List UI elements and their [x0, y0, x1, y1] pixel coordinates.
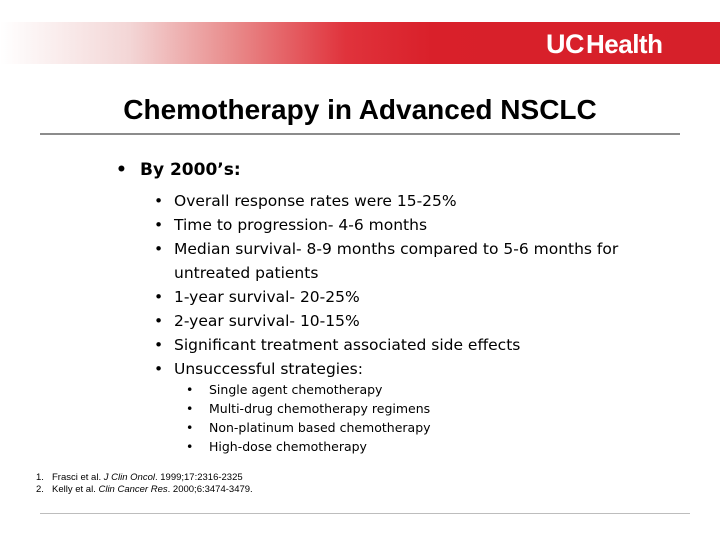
list-item: • 1-year survival- 20-25%	[154, 285, 654, 309]
list-item: • Single agent chemotherapy	[186, 382, 383, 397]
level2-list	[154, 189, 654, 381]
bullet-icon: •	[154, 240, 164, 258]
bullet-icon: •	[154, 360, 164, 378]
list-item: • 2-year survival- 10-15%	[154, 309, 654, 333]
title-divider	[40, 133, 680, 135]
bullet-icon: •	[154, 336, 164, 354]
references	[36, 472, 253, 496]
bullet-icon: •	[186, 401, 194, 416]
list-item: • Time to progression- 4-6 months	[154, 213, 654, 237]
bullet-icon: •	[154, 192, 164, 210]
footer-divider	[40, 513, 690, 514]
logo-mark: UC	[546, 28, 584, 59]
bullet-icon: •	[186, 382, 194, 397]
slide-title: Chemotherapy in Advanced NSCLC	[123, 94, 597, 125]
reference-item: 1. Frasci et al. J Clin Oncol. 1999;17:2316-2325	[36, 472, 243, 483]
list-item: • Overall response rates were 15-25%	[154, 189, 654, 213]
list-item: • Non-platinum based chemotherapy	[186, 420, 431, 435]
bullet-icon: •	[186, 439, 194, 454]
level1-text: By 2000’s:	[140, 160, 241, 180]
level3-list	[186, 380, 586, 456]
bullet-icon: •	[154, 216, 164, 234]
bullet-icon: •	[154, 312, 164, 330]
list-item: • Median survival- 8-9 months compared to 5-6 months for untreated patients	[154, 237, 654, 285]
list-item: • High-dose chemotherapy	[186, 439, 367, 454]
level1-bullet	[116, 160, 241, 180]
list-item: • Multi-drug chemotherapy regimens	[186, 401, 431, 416]
logo-text: Health	[586, 28, 663, 59]
list-item: • Unsuccessful strategies:	[154, 357, 654, 381]
uc-health-logo	[546, 28, 662, 60]
bullet-icon: •	[116, 160, 127, 180]
bullet-icon: •	[154, 288, 164, 306]
reference-item: 2. Kelly et al. Clin Cancer Res. 2000;6:3474-3479.	[36, 484, 253, 495]
list-item: • Significant treatment associated side effects	[154, 333, 654, 357]
bullet-icon: •	[186, 420, 194, 435]
